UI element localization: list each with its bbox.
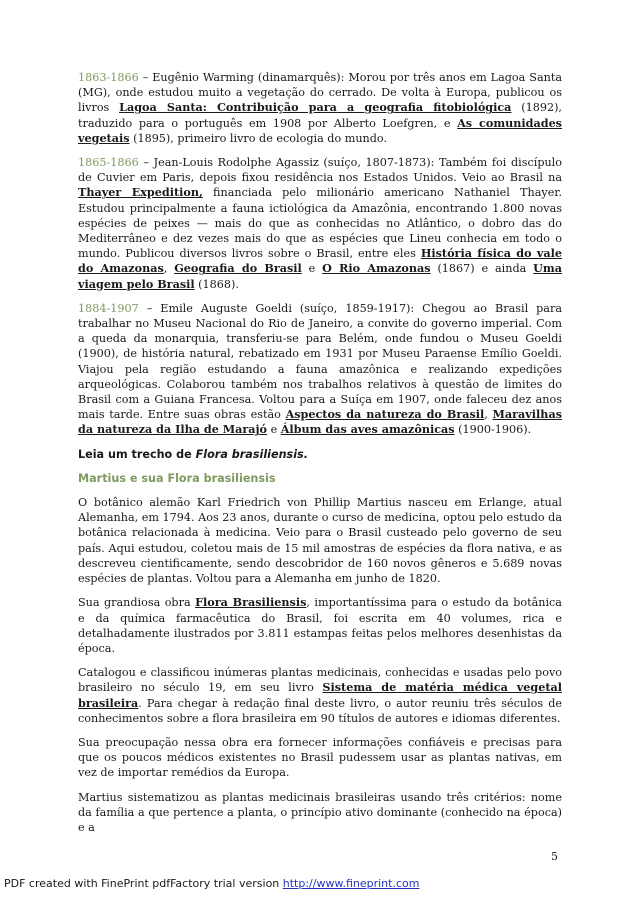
entry-text: , [163, 262, 175, 276]
entry-text: (1900-1906). [454, 423, 532, 437]
entry-text: – Emile Auguste Goeldi (suíço, 1859-1917): Chegou ao Brasil para trabalhar no Museu Nacional do Rio de Janeiro, a convite do governo imperial. Com a queda da monarquia, transferiu-se para Belém, onde fundou o Museu Goeldi (1900), de história natural, rebatizado em 1931 por Museu Paraense Emílio Goeldi. Viajou pela região estudando a fauna amazônica e realizando expedições arqueológicas. Colaborou também nos trabalhos relativos à questão de limites do Brasil com a Guiana Francesa. Voltou para a Suíça em 1907, onde faleceu dez anos mais tarde. Entre suas obras estão [78, 301, 562, 422]
body-paragraph-4: Sua preocupação nessa obra era fornecer informações confiáveis e precisas para que os poucos médicos existentes no Brasil pudessem usar as plantas nativas, em vez de importar remédios da Europa. [78, 735, 562, 780]
body-paragraph-5: Martius sistematizou as plantas medicinais brasileiras usando três critérios: nome da família a que pertence a planta, o princípio ativo dominante (conhecido na época) e a [78, 790, 562, 834]
entry-text: – Jean-Louis Rodolphe Agassiz (suíço, 1807-1873): Também foi discípulo de Cuvier em Paris, depois fixou residência nos Estados Unidos. Veio ao Brasil na [78, 156, 562, 185]
body-paragraph-2 [78, 595, 562, 656]
book-title: Lagoa Santa: Contribuição para a geografia fitobiológica [119, 100, 512, 115]
book-title: Uma viagem pelo Brasil [78, 261, 562, 291]
book-title: Sistema de matéria médica vegetal brasileira [78, 680, 562, 710]
entry-warming [78, 70, 562, 146]
entry-text: (1868). [194, 277, 239, 291]
book-title: Maravilhas da natureza da Ilha de Marajó [78, 407, 562, 437]
page-number: 5 [551, 850, 558, 863]
entry-agassiz [78, 155, 562, 292]
entry-text: – Eugênio Warming (dinamarquês): Morou por três anos em Lagoa Santa (MG), onde estudou muito a vegetação do cerrado. De volta à Europa, publicou os livros [78, 71, 562, 115]
body-paragraph-1: O botânico alemão Karl Friedrich von Phillip Martius nasceu em Erlange, atual Alemanha, em 1794. Aos 23 anos, durante o curso de medicina, optou pelo estudo da botânica relacionada à medicina. Veio para o Brasil custeado pelo governo de seu país. Aqui estudou, coletou mais de 15 mil amostras de espécies da flora nativa, e as descreveu cientificamente, sendo descobridor de 160 novos gêneros e 5.689 novas espécies de plantas. Voltou para a Alemanha em junho de 1820. [78, 496, 562, 586]
entry-text: e [301, 262, 323, 276]
lead-line [78, 447, 562, 462]
footer-text: PDF created with FinePrint pdfFactory trial version [4, 877, 283, 890]
book-title: Flora Brasiliensis [195, 595, 307, 610]
book-title: Álbum das aves amazônicas [280, 422, 455, 437]
entry-text: (1867) e ainda [430, 262, 534, 276]
entry-text: (1892), traduzido para o português em 1908 por Alberto Loefgren, e [78, 101, 562, 130]
book-title: Geografia do Brasil [174, 261, 302, 276]
paragraph-text: Sua grandiosa obra [78, 596, 196, 610]
entry-text: e [267, 423, 281, 437]
entry-text: (1895), primeiro livro de ecologia do mundo. [129, 131, 388, 145]
entry-years: 1884-1907 [78, 301, 139, 315]
paragraph-text: Catalogou e classificou inúmeras plantas medicinais, conhecidas e usadas pelo povo brasileiro no século 19, em seu livro [78, 666, 562, 695]
paragraph-text: , importantíssima para o estudo da botânica e da química farmacêutica do Brasil, foi escrita em 40 volumes, rica e detalhadamente ilustrados por 3.811 estampas feitas pelos melhores desenhistas da época. [78, 596, 562, 655]
entry-goeldi [78, 301, 562, 438]
book-title: Aspectos da natureza do Brasil [285, 407, 485, 422]
lead-text: Leia um trecho de [78, 447, 196, 461]
entry-years: 1865-1866 [78, 156, 139, 170]
body-paragraph-3 [78, 665, 562, 726]
book-title: Thayer Expedition, [78, 185, 203, 200]
footer-link[interactable]: http://www.fineprint.com [282, 877, 420, 890]
footer [4, 877, 419, 891]
paragraph-text: . Para chegar à redação final deste livro, o autor reuniu três séculos de conhecimentos sobre a flora brasileira em 90 títulos de autores e idiomas diferentes. [78, 696, 562, 725]
book-title: História física do vale do Amazonas [78, 246, 562, 276]
entry-text: , [484, 408, 493, 422]
entry-text: financiada pelo milionário americano Nathaniel Thayer. Estudou principalmente a fauna ictiológica da Amazônia, encontrando 1.800 novas espécies de peixes — mais do que as conhecidas no Atlântico, o dobro das do Mediterrâneo e dez vezes mais do que as espécies que Lineu conhecia em todo o mundo. Publicou diversos livros sobre o Brasil, entre eles [78, 186, 562, 261]
section-heading: Martius e sua Flora brasiliensis [78, 471, 276, 485]
book-title: O Rio Amazonas [322, 261, 431, 276]
lead-italic: Flora brasiliensis. [195, 447, 308, 461]
entry-years: 1863-1866 [78, 71, 139, 84]
document-body [78, 70, 562, 844]
book-title: As comunidades vegetais [78, 115, 562, 145]
